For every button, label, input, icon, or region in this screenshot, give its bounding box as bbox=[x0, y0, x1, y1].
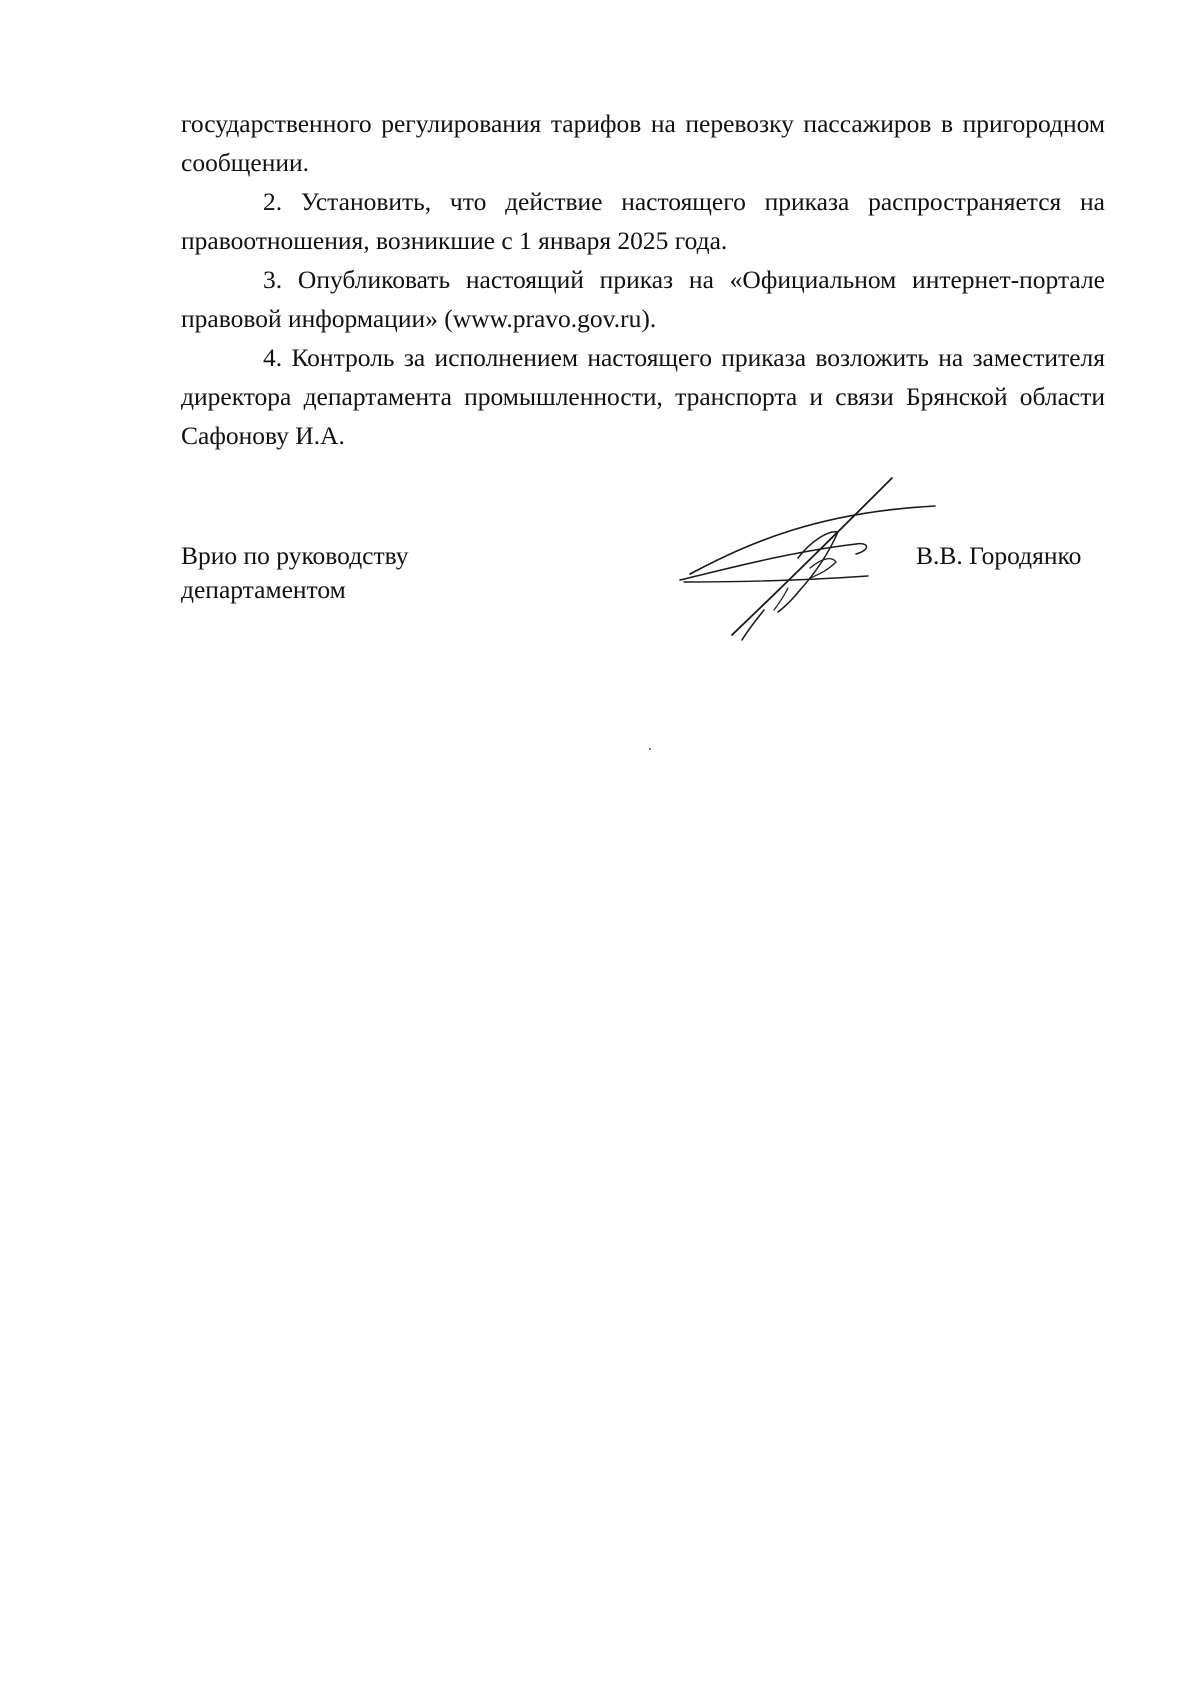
signer-title-line-1: Врио по руководству bbox=[181, 541, 409, 570]
signer-title bbox=[181, 539, 409, 607]
signer-name: В.В. Городянко bbox=[916, 541, 1082, 570]
scan-speck bbox=[649, 748, 651, 750]
paragraph-continuation: государственного регулирования тарифов на перевозку пассажиров в пригородном сообщении. bbox=[181, 109, 1105, 177]
paragraph-item-4: 4. Контроль за исполнением настоящего приказа возложить на заместителя директора департамента промышленности, транспорта и связи Брянской области Сафонову И.А. bbox=[181, 343, 1105, 450]
paragraph-item-3: 3. Опубликовать настоящий приказ на «Официальном интернет-портале правовой информации» (www.pravo.gov.ru). bbox=[181, 265, 1105, 333]
document-body bbox=[181, 104, 1105, 455]
paragraph-item-2: 2. Установить, что действие настоящего приказа распространяется на правоотношения, возникшие с 1 января 2025 года. bbox=[181, 187, 1105, 255]
handwritten-signature bbox=[660, 470, 940, 650]
signer-title-line-2: департаментом bbox=[181, 575, 346, 604]
